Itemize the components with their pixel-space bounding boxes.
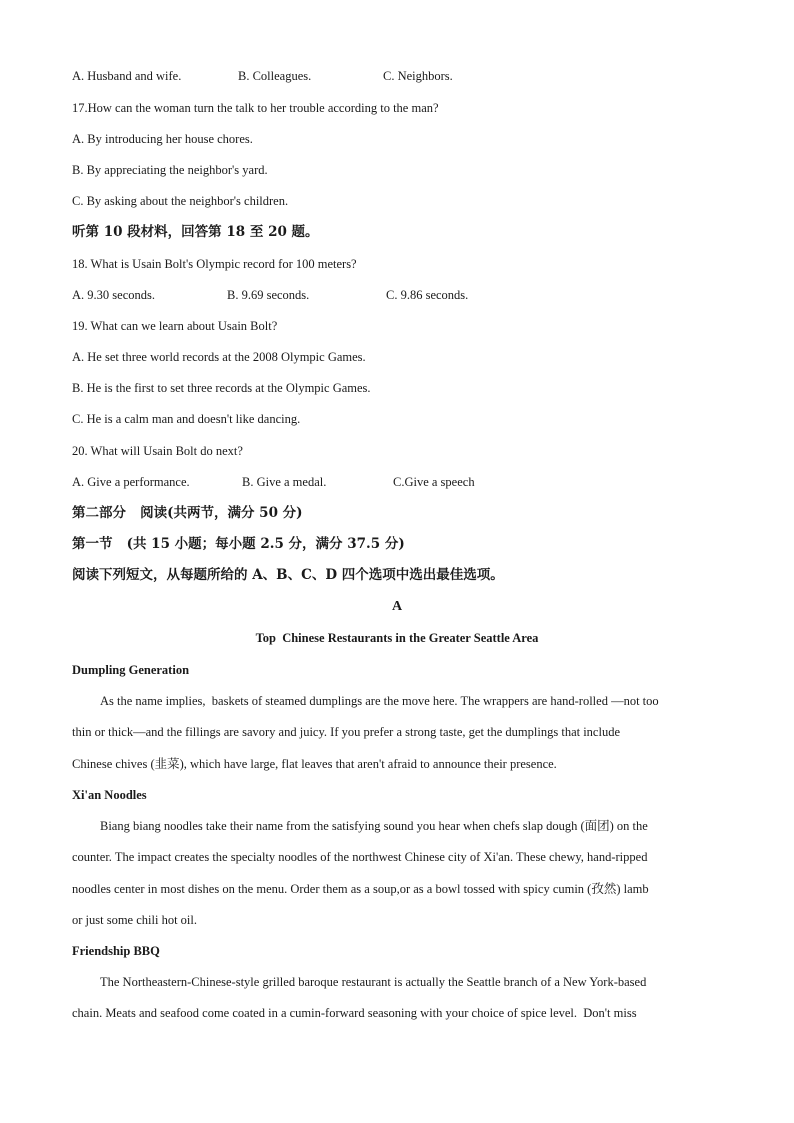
q17-option-c: C. By asking about the neighbor's children. — [72, 194, 289, 208]
q17-option-a: A. By introducing her house chores. — [72, 132, 253, 146]
restaurant-name: Xi'an Noodles — [72, 788, 147, 802]
section10-heading: 听第 10 段材料，回答第 18 至 20 题。 — [72, 224, 319, 240]
q17-option-b: B. By appreciating the neighbor's yard. — [72, 163, 268, 177]
part2-heading: 第二部分 阅读(共两节，满分 50 分) — [72, 505, 303, 521]
q20-option-a: A. Give a performance. — [72, 475, 190, 489]
restaurant-text-line: As the name implies, baskets of steamed dumplings are the move here. The wrappers are hand-rolled —not too — [100, 694, 659, 708]
restaurant-name: Friendship BBQ — [72, 944, 160, 958]
restaurant-text-line: The Northeastern-Chinese-style grilled baroque restaurant is actually the Seattle branch of a New York-based — [100, 975, 647, 989]
restaurant-name: Dumpling Generation — [72, 663, 190, 677]
passage-label: A — [391, 599, 403, 614]
restaurant-text-line: counter. The impact creates the specialty noodles of the northwest Chinese city of Xi'an. These chewy, hand-ripped — [72, 850, 648, 864]
restaurant-text-line: noodles center in most dishes on the menu. Order them as a soup,or as a bowl tossed with spicy cumin (孜然) lamb — [72, 882, 649, 896]
restaurant-text-line: or just some chili hot oil. — [72, 913, 197, 927]
q20-option-b: B. Give a medal. — [242, 475, 327, 489]
q16-option-b: B. Colleagues. — [238, 69, 312, 83]
q18-option-c: C. 9.86 seconds. — [386, 288, 469, 302]
q16-option-a: A. Husband and wife. — [72, 69, 182, 83]
q19-option-c: C. He is a calm man and doesn't like dancing. — [72, 412, 301, 426]
q20-options — [72, 474, 722, 490]
q16-option-c: C. Neighbors. — [383, 69, 453, 83]
restaurant-text-line: thin or thick—and the fillings are savory and juicy. If you prefer a strong taste, get the dumplings that include — [72, 725, 621, 739]
restaurant-text-line: Chinese chives (韭菜), which have large, flat leaves that aren't afraid to announce their presence. — [72, 757, 557, 771]
section1-heading: 第一节 (共 15 小题；每小题 2.5 分，满分 37.5 分) — [72, 536, 405, 552]
restaurant-text-line: Biang biang noodles take their name from the satisfying sound you hear when chefs slap dough (面团) on the — [100, 819, 648, 833]
restaurant-text-line: chain. Meats and seafood come coated in a cumin-forward seasoning with your choice of spice level. Don't miss — [72, 1006, 637, 1020]
q19-option-b: B. He is the first to set three records at the Olympic Games. — [72, 381, 371, 395]
q19-question: 19. What can we learn about Usain Bolt? — [72, 319, 278, 333]
reading-instructions: 阅读下列短文，从每题所给的 A、B、C、D 四个选项中选出最佳选项。 — [72, 567, 504, 583]
q16-options — [72, 68, 722, 84]
q18-option-b: B. 9.69 seconds. — [227, 288, 310, 302]
q18-options — [72, 287, 722, 303]
q18-question: 18. What is Usain Bolt's Olympic record for 100 meters? — [72, 257, 357, 271]
passage-title: Top Chinese Restaurants in the Greater Seattle Area — [255, 631, 539, 645]
q17-question: 17.How can the woman turn the talk to her trouble according to the man? — [72, 101, 439, 115]
q19-option-a: A. He set three world records at the 2008 Olympic Games. — [72, 350, 366, 364]
q18-option-a: A. 9.30 seconds. — [72, 288, 155, 302]
q20-question: 20. What will Usain Bolt do next? — [72, 444, 243, 458]
q20-option-c: C.Give a speech — [393, 475, 475, 489]
